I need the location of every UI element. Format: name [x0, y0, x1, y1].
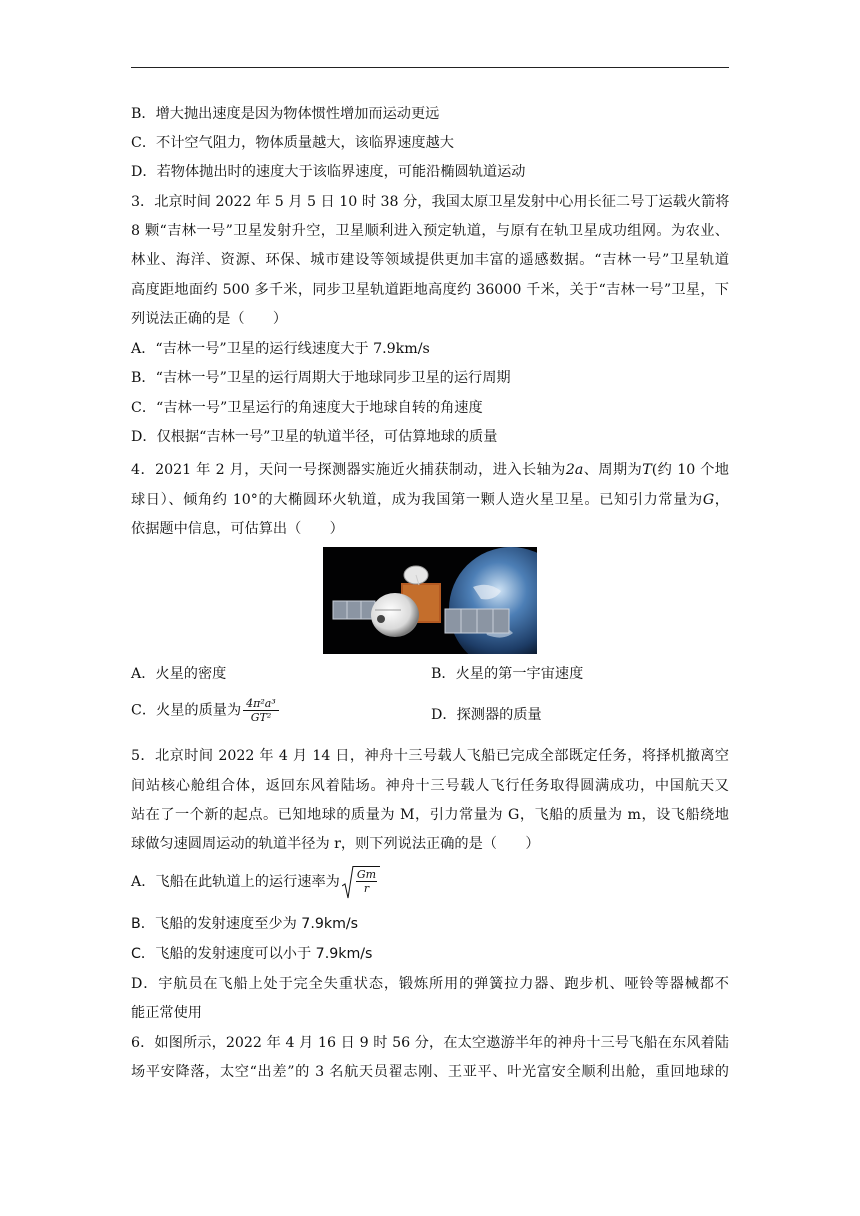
probe-and-planet-image	[323, 547, 537, 654]
q2-option-c: C．不计空气阻力，物体质量越大，该临界速度越大	[131, 135, 454, 151]
q6-stem-line-1: 6．如图所示，2022 年 4 月 16 日 9 时 56 分，在太空遨游半年的神舟十三号飞船在东风着陆	[131, 1035, 729, 1051]
header-rule	[131, 67, 729, 68]
q5-stem-line-4: 球做匀速圆周运动的轨道半径为 r，则下列说法正确的是（ ）	[131, 836, 540, 852]
q3-stem-line-5: 列说法正确的是（ ）	[131, 311, 288, 327]
q2-option-d: D．若物体抛出时的速度大于该临界速度，可能沿椭圆轨道运动	[131, 164, 526, 180]
q5-stem-line-3: 站在了一个新的起点。已知地球的质量为 M，引力常量为 G，飞船的质量为 m，设飞船绕地	[131, 807, 729, 823]
q4-stem-line-3: 依据题中信息，可估算出（ ）	[131, 521, 344, 537]
q6-stem-line-2: 场平安降落，太空“出差”的 3 名航天员翟志刚、王亚平、叶光富安全顺利出舱，重回地球的	[131, 1064, 729, 1080]
q3-stem-line-2: 8 颗“吉林一号”卫星发射升空，卫星顺利进入预定轨道，与原有在轨卫星成功组网。为农业、	[131, 223, 729, 239]
q3-stem-line-4: 高度距地面约 500 多千米，同步卫星轨道距地高度约 36000 千米，关于“吉林一号”卫星，下	[131, 282, 729, 298]
q5-stem-line-1: 5．北京时间 2022 年 4 月 14 日，神舟十三号载人飞船已完成全部既定任务，将择机撤离空	[131, 748, 729, 764]
q4-stem-line-1: 4．2021 年 2 月，天问一号探测器实施近火捕获制动，进入长轴为2a、周期为T(约 10 个地	[131, 462, 729, 478]
q3-stem-line-1: 3．北京时间 2022 年 5 月 5 日 10 时 38 分，我国太原卫星发射中心用长征二号丁运载火箭将	[131, 194, 730, 210]
q3-option-d: D．仅根据“吉林一号”卫星的轨道半径，可估算地球的质量	[131, 429, 498, 445]
q4-option-d: D．探测器的质量	[431, 707, 542, 723]
q3-option-b: B．“吉林一号”卫星的运行周期大于地球同步卫星的运行周期	[131, 370, 511, 386]
q5-option-d-line-2: 能正常使用	[131, 1005, 202, 1021]
q5-option-d-line-1: D．宇航员在飞船上处于完全失重状态，锻炼所用的弹簧拉力器、跑步机、哑铃等器械都不	[131, 976, 729, 992]
q3-option-a: A．“吉林一号”卫星的运行线速度大于 7.9km/s	[131, 341, 430, 357]
q5-option-b: B．飞船的发射速度至少为 7.9km/s	[131, 916, 359, 932]
q4-stem-line-2: 球日）、倾角约 10°的大椭圆环火轨道，成为我国第一颗人造火星卫星。已知引力常量为G，	[131, 492, 729, 508]
velocity-formula: $\frac{Gm}{r}$	[342, 866, 380, 898]
q5-option-a: A．飞船在此轨道上的运行速率为 $\frac{Gm}{r}$	[131, 866, 380, 898]
q4-option-b: B．火星的第一宇宙速度	[431, 666, 584, 682]
q3-option-c: C．“吉林一号”卫星运行的角速度大于地球自转的角速度	[131, 400, 483, 416]
q4-option-c: C．火星的质量为 $\frac{\text{4π²a³}}{\text{GT²}}$	[131, 697, 279, 724]
q4-option-a: A．火星的密度	[131, 666, 227, 682]
mars-probe-illustration	[323, 547, 537, 654]
q5-option-c: C．飞船的发射速度可以小于 7.9km/s	[131, 946, 373, 962]
q3-stem-line-3: 林业、海洋、资源、环保、城市建设等领域提供更加丰富的遥感数据。“吉林一号”卫星轨道	[131, 252, 729, 268]
q2-option-b: B．增大抛出速度是因为物体惯性增加而运动更远	[131, 106, 440, 122]
mass-formula: $\frac{\text{4π²a³}}{\text{GT²}}$	[243, 697, 279, 724]
q5-stem-line-2: 间站核心舱组合体，返回东风着陆场。神舟十三号载人飞行任务取得圆满成功，中国航天又	[131, 778, 729, 794]
